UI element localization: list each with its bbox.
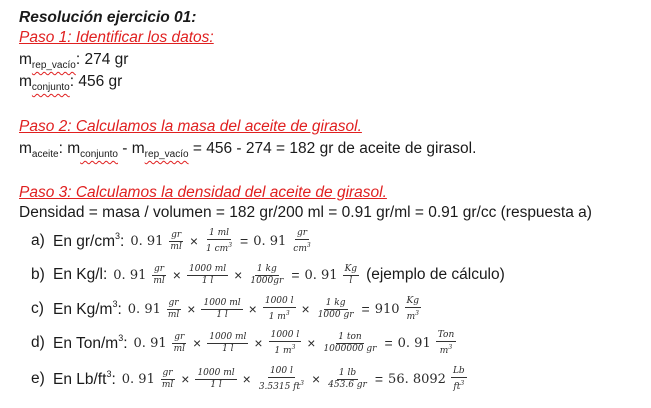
conversion-item-a: a) En $gr/cm^3$: 0. 91 $\frac{gr}{ml}$ × $\frac{1 ml}{1 cm^3}$ = 0. 91 $\frac{gr}{cm^3}$ [31,227,311,254]
step-1-heading: Paso 1: Identificar los datos: [19,29,214,46]
fraction: $\frac{1 ml}{1 cm^3}$ [206,227,233,254]
fraction: $\frac{1 lb}{453.6 gr}$ [328,367,367,390]
fraction: $\frac{1000 l}{1 m^3}$ [270,329,300,356]
fraction: $\frac{1000 ml}{1 l}$ [188,263,227,286]
result-unit: $\frac{gr}{cm^3}$ [293,227,311,254]
result-unit: $\frac{\text{Ton}}{m^3}$ [437,329,455,356]
result-unit: $\frac{Kg}{l}$ [344,263,358,286]
fraction: $\frac{gr}{ml}$ [167,297,180,320]
fraction: $\frac{\text{1 ton}}{1000000 gr}$ [323,331,377,354]
fraction: $\frac{gr}{ml}$ [153,263,165,286]
fraction: $\frac{1000 ml}{1 l}$ [197,367,235,390]
fraction: $\frac{100 l}{3.5315 ft^3}$ [258,365,304,392]
fraction: $\frac{1000 ml}{1 l}$ [203,297,241,320]
conversion-item-e: e) En $Lb/ft^3$: 0. 91 $\frac{gr}{ml}$ × $\frac{1000 ml}{1 l}$ × $\frac{100 l}{3.5315 ft^3}$ × $\frac{1 lb}{453.6 gr}$ = 56. 8092 $\frac{Lb}{ft^3}$ [31,365,465,392]
conversion-item-c: c) En $Kg/m^3$: 0. 91 $\frac{gr}{ml}$ × $\frac{1000 ml}{1 l}$ × $\frac{1000 l}{1 m^3}$ × $\frac{1 kg}{1000 gr}$ = 910 $\frac{Kg}{m^3}$ [31,295,420,322]
step-3-heading: Paso 3: Calculamos la densidad del aceite de girasol. [19,184,387,201]
mass-full-container: $m_{conjunto}$: 456 gr [19,73,123,93]
fraction: $\frac{1 kg}{1000gr}$ [250,263,284,286]
fraction: $\frac{1 kg}{1000 gr}$ [317,297,354,320]
example-note: (ejemplo de cálculo) [366,266,505,283]
conversion-item-b: b) En Kg/l: 0. 91 $\frac{gr}{ml}$ × $\frac{1000 ml}{1 l}$ × $\frac{1 kg}{1000gr}$ = 0. 91 $\frac{Kg}{l}$ (ejemplo de cálculo) [31,263,505,286]
result-unit: $\frac{Lb}{ft^3}$ [452,365,465,392]
fraction: $\frac{1000 l}{1 m^3}$ [264,295,294,322]
step-2-heading: Paso 2: Calculamos la masa del aceite de girasol. [19,118,362,135]
mass-empty-container: $m_{rep\_vacío}$: 274 gr [19,51,129,71]
fraction: $\frac{gr}{ml}$ [173,331,186,354]
fraction: $\frac{gr}{ml}$ [170,229,182,252]
fraction: $\frac{gr}{ml}$ [161,367,174,390]
document-title: Resolución ejercicio 01: [19,9,197,26]
density-calculation: Densidad = masa / volumen = 182 gr/200 ml = 0.91 gr/ml = 0.91 gr/cc (respuesta a) [19,204,592,221]
oil-mass-calculation: $m_{aceite}$: $m_{conjunto} - m_{rep\_vacío} = 456 - 274 = 182$ gr de aceite de girasol. [19,140,477,160]
fraction: $\frac{1000 ml}{1 l}$ [209,331,247,354]
conversion-item-d: d) En Ton/$m^3$: 0. 91 $\frac{gr}{ml}$ × $\frac{1000 ml}{1 l}$ × $\frac{1000 l}{1 m^3}$ × $\frac{\text{1 ton}}{1000000 gr}$ = 0. 91 $\frac{\text{Ton}}{m^3}$ [31,329,455,356]
result-unit: $\frac{Kg}{m^3}$ [406,295,420,322]
